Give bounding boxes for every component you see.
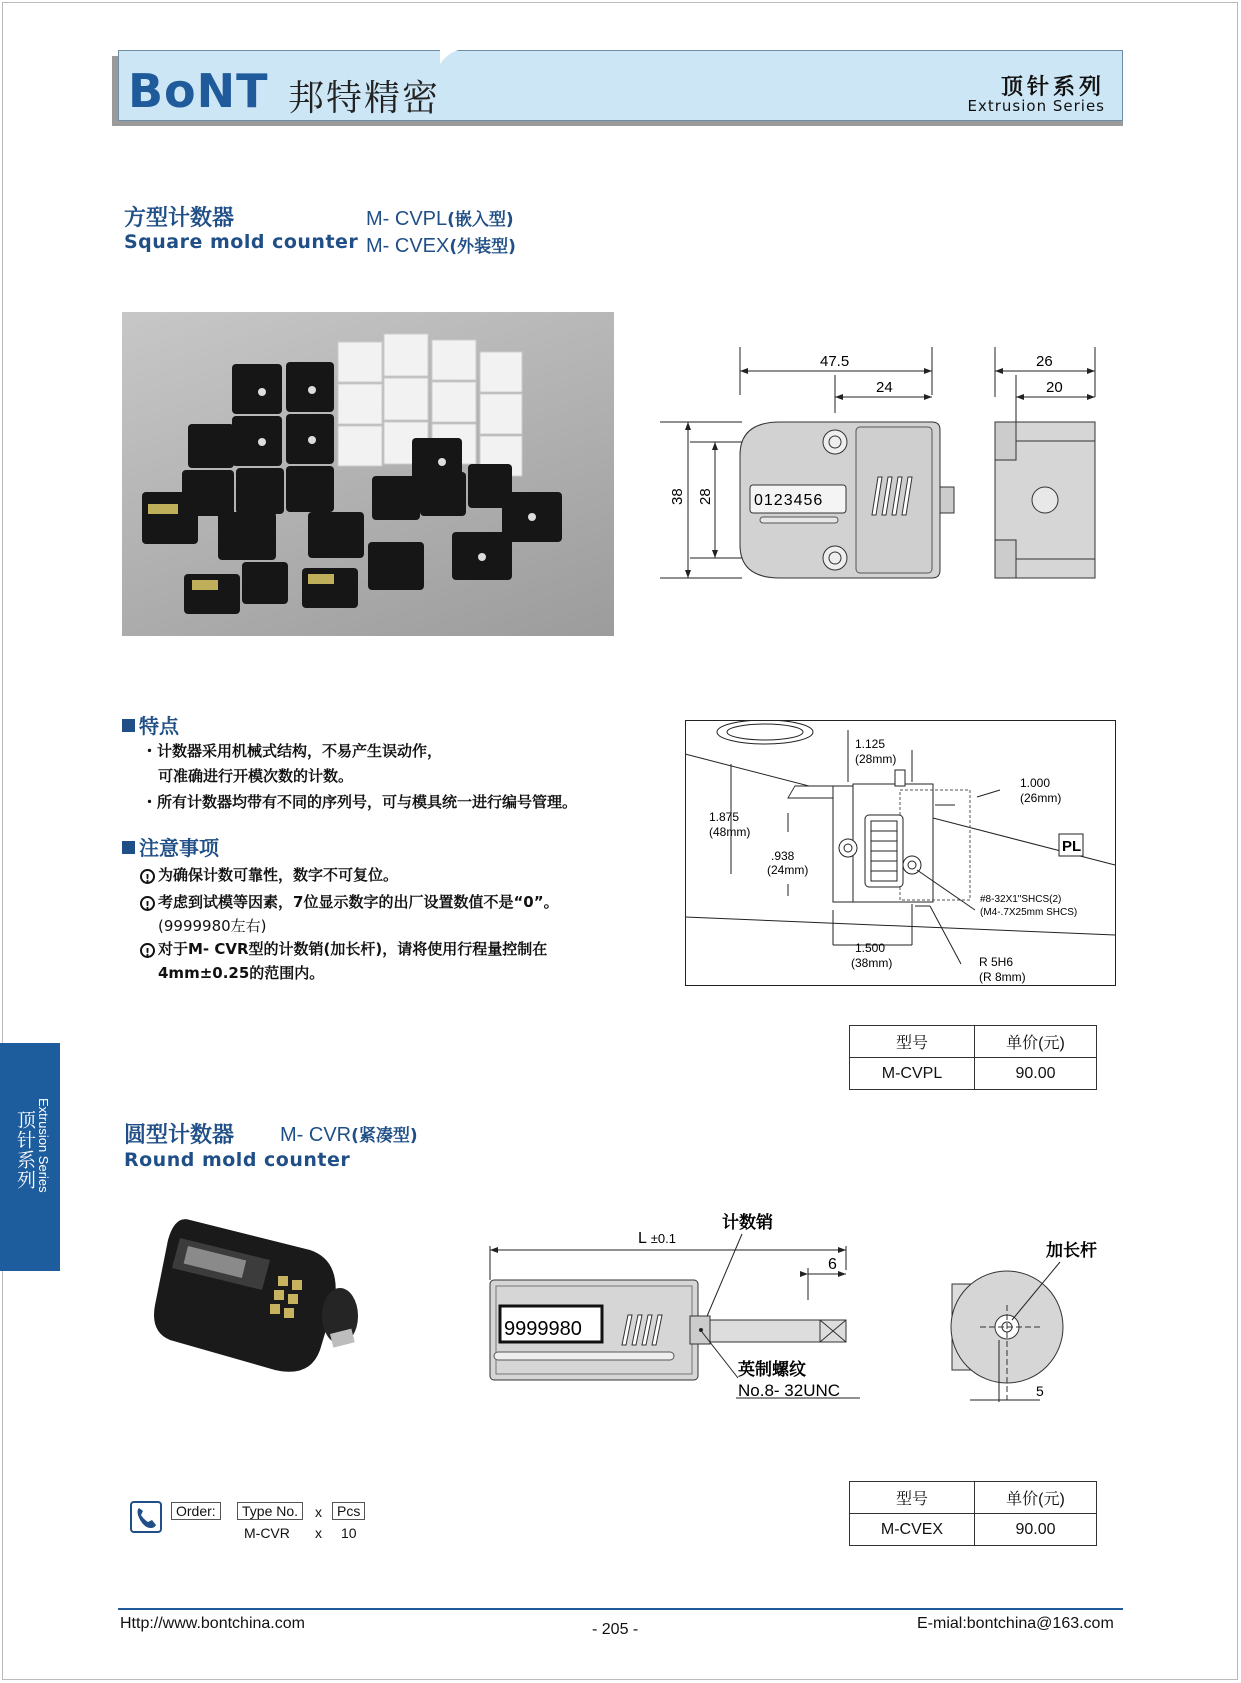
dim-48mm: (48mm) bbox=[709, 825, 751, 839]
dim-24: 24 bbox=[876, 379, 893, 396]
dim-20: 20 bbox=[1046, 379, 1063, 396]
square-title-cn: 方型计数器 bbox=[124, 206, 235, 231]
times-sign-2: x bbox=[315, 1525, 322, 1541]
side-tab-en: Extrusion Series bbox=[36, 1098, 51, 1193]
warning-icon: ! bbox=[140, 869, 155, 884]
feature-line-3: ・所有计数器均带有不同的序列号，可与模具统一进行编号管理。 bbox=[142, 793, 578, 811]
dim-1-500: 1.500 bbox=[855, 941, 886, 955]
notes-heading: 注意事项 bbox=[122, 832, 219, 861]
col-header-model: 型号 bbox=[850, 1026, 975, 1058]
note-text: 为确保计数可靠性，数字不可复位。 bbox=[158, 866, 399, 884]
col-header-price: 单价(元) bbox=[975, 1026, 1097, 1058]
header-curve bbox=[440, 44, 1140, 64]
dim-26mm: (26mm) bbox=[1020, 791, 1062, 805]
model-cell: M-CVPL bbox=[850, 1058, 975, 1090]
features-heading: 特点 bbox=[122, 710, 179, 739]
thread-spec: No.8- 32UNC bbox=[738, 1381, 841, 1400]
thread-label-cn: 英制螺纹 bbox=[738, 1360, 806, 1379]
model-type: (外装型) bbox=[449, 237, 516, 257]
radius-r8mm: (R 8mm) bbox=[979, 970, 1026, 984]
side-tab-cn: 顶针系列 bbox=[14, 1110, 36, 1190]
install-drawing bbox=[685, 720, 1117, 986]
square-model-2 bbox=[366, 232, 516, 258]
dim-38mm: (38mm) bbox=[851, 956, 893, 970]
order-pcs-value: 10 bbox=[341, 1525, 357, 1541]
dim-1-875: 1.875 bbox=[709, 810, 740, 824]
brand-name-cn: 邦特精密 bbox=[288, 78, 441, 119]
note-line-4 bbox=[140, 938, 547, 959]
model-code: M- CVR bbox=[280, 1124, 352, 1146]
price-cell: 90.00 bbox=[975, 1514, 1097, 1546]
warning-icon: ! bbox=[140, 943, 155, 958]
type-no-label: Type No. bbox=[237, 1502, 303, 1520]
order-label: Order: bbox=[171, 1502, 221, 1520]
note-text: 考虑到试模等因素，7位显示数字的出厂设置数值不是“0”。 bbox=[158, 893, 559, 911]
pin-label: 计数销 bbox=[722, 1213, 773, 1232]
phone-icon bbox=[130, 1501, 162, 1533]
dim-28mm: (28mm) bbox=[855, 752, 897, 766]
dim-28: 28 bbox=[697, 488, 714, 505]
model-cell: M-CVEX bbox=[850, 1514, 975, 1546]
round-title-en: Round mold counter bbox=[124, 1149, 351, 1171]
round-title-cn: 圆型计数器 bbox=[124, 1123, 235, 1148]
dim-5: 5 bbox=[1036, 1383, 1044, 1399]
dim-47-5: 47.5 bbox=[820, 353, 850, 370]
order-type-value: M-CVR bbox=[244, 1525, 290, 1541]
footer-rule bbox=[118, 1608, 1123, 1610]
page-number: - 205 - bbox=[592, 1621, 639, 1638]
length-tolerance: ±0.1 bbox=[650, 1231, 676, 1246]
model-code: M- CVEX bbox=[366, 235, 450, 257]
price-cell: 90.00 bbox=[975, 1058, 1097, 1090]
screw-spec-2: (M4-.7X25mm SHCS) bbox=[980, 907, 1078, 918]
photo-illustration bbox=[122, 312, 614, 636]
feature-line-2: 可准确进行开模次数的计数。 bbox=[158, 767, 354, 785]
note-line-2 bbox=[140, 891, 559, 912]
square-title-en: Square mold counter bbox=[124, 231, 359, 253]
length-label bbox=[638, 1230, 676, 1247]
model-type: (紧凑型) bbox=[351, 1126, 418, 1146]
pcs-label: Pcs bbox=[332, 1502, 365, 1520]
dim-26: 26 bbox=[1036, 353, 1053, 370]
round-model bbox=[280, 1121, 418, 1147]
dim-38: 38 bbox=[669, 488, 686, 505]
series-title-cn: 顶针系列 bbox=[1000, 75, 1105, 100]
note-text: 对于M- CVR型的计数销(加长杆)，请将使用行程量控制在 bbox=[158, 940, 548, 958]
note-line-1 bbox=[140, 864, 398, 885]
model-code: M- CVPL bbox=[366, 208, 448, 230]
screw-spec-1: #8-32X1"SHCS(2) bbox=[980, 894, 1062, 905]
price-table-cvpl bbox=[849, 1025, 1097, 1090]
note-line-3: (9999980左右) bbox=[158, 917, 267, 935]
round-counter-photo bbox=[150, 1210, 360, 1380]
pl-symbol: PL bbox=[1062, 838, 1082, 855]
series-title-en: Extrusion Series bbox=[967, 97, 1105, 115]
feature-line-1: ・计数器采用机械式结构，不易产生误动作， bbox=[142, 742, 443, 760]
model-type: (嵌入型) bbox=[447, 210, 514, 230]
radius-r5h6: R 5H6 bbox=[979, 955, 1014, 969]
round-counter-drawing bbox=[480, 1210, 1120, 1410]
dim-6: 6 bbox=[828, 1256, 837, 1273]
times-sign: x bbox=[315, 1504, 322, 1520]
counter-digits: 0123456 bbox=[754, 492, 824, 509]
square-model-1 bbox=[366, 205, 514, 231]
length-symbol: L bbox=[638, 1230, 647, 1247]
price-table-cvex bbox=[849, 1481, 1097, 1546]
square-counter-drawing bbox=[660, 345, 1120, 585]
col-header-model: 型号 bbox=[850, 1482, 975, 1514]
dim-938: .938 bbox=[771, 849, 795, 863]
round-display: 9999980 bbox=[504, 1318, 582, 1340]
square-counter-photo bbox=[122, 312, 614, 636]
dim-1-000: 1.000 bbox=[1020, 776, 1051, 790]
rod-label: 加长杆 bbox=[1046, 1241, 1097, 1260]
note-line-5: 4mm±0.25的范围内。 bbox=[158, 964, 325, 982]
col-header-price: 单价(元) bbox=[975, 1482, 1097, 1514]
dim-24mm: (24mm) bbox=[767, 863, 809, 877]
footer-email[interactable]: E-mial:bontchina@163.com bbox=[917, 1615, 1114, 1632]
footer-url[interactable]: Http://www.bontchina.com bbox=[120, 1615, 305, 1632]
warning-icon: ! bbox=[140, 896, 155, 911]
dim-1-125: 1.125 bbox=[855, 737, 886, 751]
brand-logo: BoNT bbox=[128, 64, 269, 118]
